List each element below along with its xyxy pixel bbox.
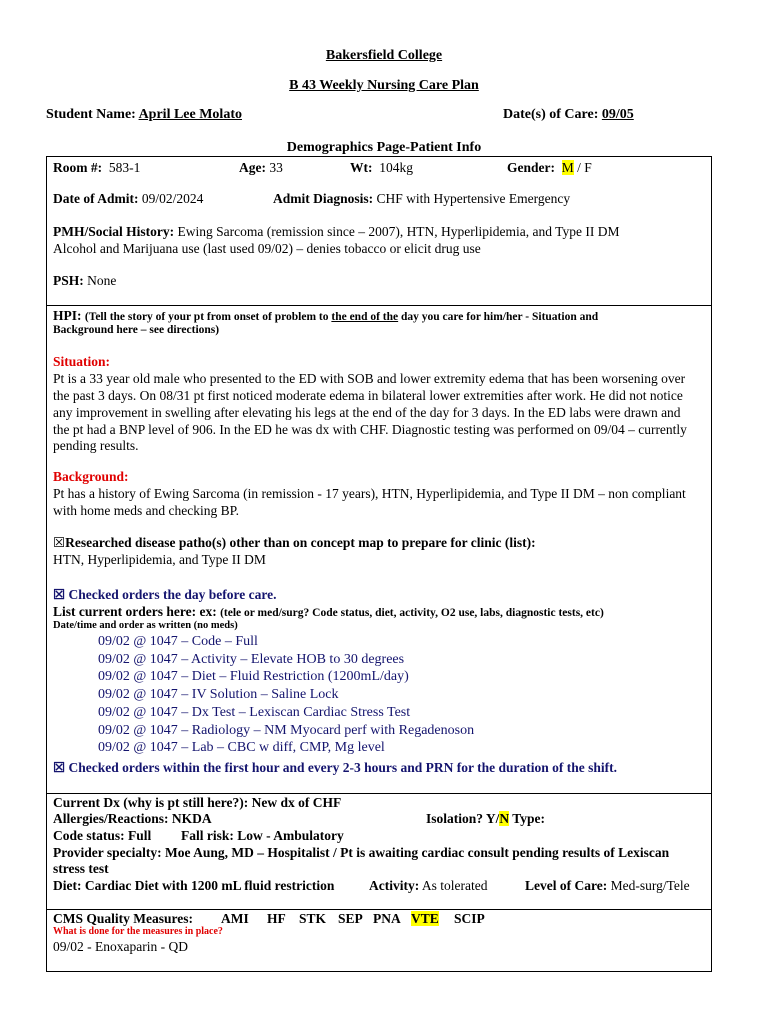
situation-line: Pt is a 33 year old male who presented to the ED with SOB and lower extremity edema that has been worsening over [53, 371, 686, 386]
order-item: 09/02 @ 1047 – Radiology – NM Myocard perf with Regadenoson [98, 723, 475, 738]
college-name: Bakersfield College [325, 48, 443, 63]
cms-measure-sep: SEP [338, 911, 363, 926]
student-name-label: Student Name: [46, 107, 139, 122]
age-value: 33 [269, 160, 283, 175]
activity-value: As tolerated [421, 878, 488, 893]
pmh-field: PMH/Social History: Ewing Sarcoma (remission since – 2007), HTN, Hyperlipidemia, and Type II DM [53, 224, 620, 239]
social-history-line: Alcohol and Marijuana use (last used 09/02) – denies tobacco or elicit drug use [53, 241, 481, 256]
pmh-value: Ewing Sarcoma (remission since – 2007), HTN, Hyperlipidemia, and Type II DM [177, 224, 620, 239]
admit-date-value: 09/02/2024 [141, 191, 204, 206]
admit-diagnosis-value: CHF with Hypertensive Emergency [376, 191, 571, 206]
gender-field: Gender: M / F [507, 160, 592, 175]
checked-orders-shift-line: ☒ Checked orders within the first hour and every 2-3 hours and PRN for the duration of the shift. [53, 760, 617, 775]
section-title: Demographics Page-Patient Info [286, 140, 482, 155]
cms-measure-scip: SCIP [454, 911, 485, 926]
order-item: 09/02 @ 1047 – Diet – Fluid Restriction (1200mL/day) [98, 669, 409, 684]
date-of-care-label: Date(s) of Care: [503, 107, 602, 122]
cms-measure-ami: AMI [221, 911, 249, 926]
background-heading: Background: [53, 469, 129, 484]
checked-box-icon: ☒ [53, 587, 66, 602]
order-item: 09/02 @ 1047 – Code – Full [98, 634, 258, 649]
situation-line: the pt had a BNP level of 906. In the ED he was dx with CHF. Diagnostic testing was performed on 09/04 – currently [53, 422, 687, 437]
researched-patho-line: ☒Researched disease patho(s) other than on concept map to prepare for clinic (list): [53, 535, 536, 550]
order-item: 09/02 @ 1047 – Dx Test – Lexiscan Cardiac Stress Test [98, 705, 411, 720]
diet: Diet: Cardiac Diet with 1200 mL fluid restriction [53, 878, 335, 893]
allergies: Allergies/Reactions: NKDA [53, 811, 212, 826]
hpi-box [46, 305, 712, 794]
room-field: Room #: 583-1 [53, 160, 141, 175]
cms-label: CMS Quality Measures: [53, 911, 193, 926]
situation-heading: Situation: [53, 354, 111, 369]
weight-field: Wt: 104kg [350, 160, 413, 175]
current-status-box [46, 793, 712, 910]
student-name-line [46, 107, 242, 123]
gender-female: F [584, 160, 592, 175]
fall-risk: Fall risk: Low - Ambulatory [181, 828, 344, 843]
cms-measure-vte-selected: VTE [411, 911, 439, 926]
hpi-heading: HPI: (Tell the story of your pt from onset of problem to the end of the day you care for him/her - Situation and [53, 308, 599, 323]
researched-patho-value: HTN, Hyperlipidemia, and Type II DM [53, 552, 266, 567]
provider-specialty-cont: stress test [53, 861, 109, 876]
provider-specialty: Provider specialty: Moe Aung, MD – Hospitalist / Pt is awaiting cardiac consult pending results of Lexiscan [53, 845, 670, 860]
cms-measure-pna: PNA [373, 911, 401, 926]
situation-line: any improvement in swelling after elevating his legs at the end of the day for 3 days. In the ED labs were drawn and [53, 405, 681, 420]
list-orders-line: List current orders here: ex: (tele or med/surg? Code status, diet, activity, O2 use, labs, diagnostic tests, etc) [53, 604, 604, 619]
cms-answer: 09/02 - Enoxaparin - QD [53, 939, 188, 954]
psh-value: None [87, 273, 117, 288]
current-dx: Current Dx (why is pt still here?): New dx of CHF [53, 795, 342, 810]
weight-value: 104kg [379, 160, 413, 175]
background-line: Pt has a history of Ewing Sarcoma (in remission - 17 years), HTN, Hyperlipidemia, and Type II DM – non compliant [53, 486, 686, 501]
room-value: 583-1 [108, 160, 141, 175]
checked-orders-before-line: ☒ Checked orders the day before care. [53, 587, 277, 602]
admit-diagnosis-field: Admit Diagnosis: CHF with Hypertensive Emergency [273, 191, 571, 206]
demographics-box [46, 156, 712, 306]
level-of-care-field: Level of Care: Med-surg/Tele [525, 878, 690, 893]
isolation-no-selected: N [499, 811, 510, 826]
order-item: 09/02 @ 1047 – IV Solution – Saline Lock [98, 687, 339, 702]
cms-question: What is done for the measures in place? [53, 926, 223, 937]
hpi-instructions-line2: Background here – see directions) [53, 324, 220, 336]
psh-field: PSH: None [53, 273, 117, 288]
activity-field: Activity: As tolerated [369, 878, 488, 893]
situation-line: the past 3 days. On 08/31 pt first noticed moderate edema in bilateral lower extremities after work. He did not notice [53, 388, 683, 403]
admit-date-field: Date of Admit: 09/02/2024 [53, 191, 204, 206]
datetime-note: Date/time and order as written (no meds) [53, 620, 238, 631]
cms-box [46, 909, 712, 972]
code-status: Code status: Full [53, 828, 152, 843]
age-field: Age: 33 [239, 160, 283, 175]
date-of-care-value: 09/05 [601, 107, 634, 122]
order-item: 09/02 @ 1047 – Activity – Elevate HOB to 30 degrees [98, 652, 405, 667]
situation-line: pending results. [53, 438, 139, 453]
checked-box-icon: ☒ [53, 535, 66, 550]
course-title: B 43 Weekly Nursing Care Plan [289, 78, 479, 93]
cms-measure-stk: STK [299, 911, 327, 926]
gender-male-selected: M [561, 160, 574, 175]
order-item: 09/02 @ 1047 – Lab – CBC w diff, CMP, Mg level [98, 740, 385, 755]
background-line: with home meds and checking BP. [53, 503, 239, 518]
isolation-field: Isolation? Y/N Type: [426, 811, 546, 826]
date-of-care-line [503, 107, 634, 123]
checked-box-icon: ☒ [53, 760, 66, 775]
level-of-care-value: Med-surg/Tele [610, 878, 690, 893]
student-name-value: April Lee Molato [138, 107, 242, 122]
cms-measure-hf: HF [267, 911, 286, 926]
